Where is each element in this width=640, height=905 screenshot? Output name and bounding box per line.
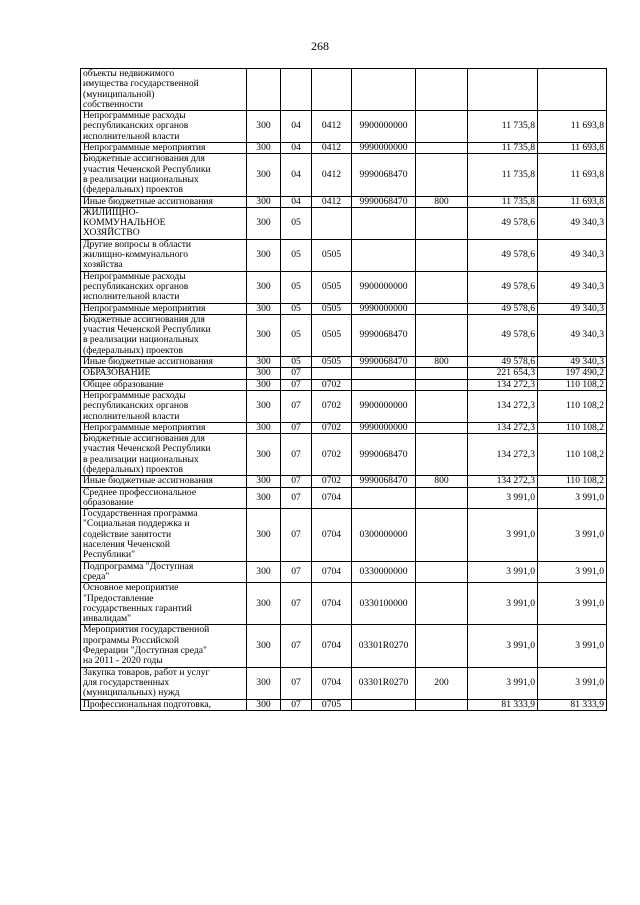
cell-subsection: 0702 xyxy=(312,390,352,422)
cell-expense-type xyxy=(416,271,468,303)
cell-expense-type: 800 xyxy=(416,476,468,487)
cell-subsection: 0505 xyxy=(312,303,352,314)
cell-amount-2: 49 340,3 xyxy=(538,314,607,356)
cell-section: 07 xyxy=(281,699,312,710)
cell-target-article: 9990068470 xyxy=(352,196,416,207)
cell-section: 05 xyxy=(281,357,312,368)
cell-name xyxy=(81,368,247,379)
table-row xyxy=(81,154,607,196)
cell-name xyxy=(81,196,247,207)
cell-target-article xyxy=(352,69,416,111)
cell-amount-2: 11 693,8 xyxy=(538,154,607,196)
table-row xyxy=(81,379,607,390)
cell-section: 07 xyxy=(281,583,312,625)
cell-amount-1: 3 991,0 xyxy=(468,509,538,561)
cell-amount-2: 110 108,2 xyxy=(538,434,607,476)
cell-section: 07 xyxy=(281,487,312,509)
cell-section: 04 xyxy=(281,143,312,154)
cell-subsection: 0702 xyxy=(312,434,352,476)
cell-name-line: Иные бюджетные ассигнования xyxy=(83,195,213,207)
cell-grbs: 300 xyxy=(247,154,281,196)
cell-section: 07 xyxy=(281,379,312,390)
cell-amount-1: 49 578,6 xyxy=(468,207,538,239)
cell-expense-type xyxy=(416,390,468,422)
cell-target-article: 03301R0270 xyxy=(352,625,416,667)
cell-name-line: Государственная программа xyxy=(83,508,198,520)
cell-grbs: 300 xyxy=(247,271,281,303)
cell-name-line: ХОЗЯЙСТВО xyxy=(83,227,140,239)
cell-amount-1: 11 735,8 xyxy=(468,154,538,196)
cell-expense-type xyxy=(416,487,468,509)
table-row xyxy=(81,143,607,154)
cell-name-line: республиканских органов xyxy=(83,120,189,132)
cell-grbs: 300 xyxy=(247,561,281,583)
cell-expense-type xyxy=(416,154,468,196)
cell-target-article: 9990000000 xyxy=(352,143,416,154)
cell-amount-2: 3 991,0 xyxy=(538,487,607,509)
cell-name-line: "Социальная поддержка и xyxy=(83,518,190,530)
cell-name xyxy=(81,509,247,561)
cell-subsection: 0704 xyxy=(312,583,352,625)
cell-amount-2: 49 340,3 xyxy=(538,239,607,271)
cell-grbs: 300 xyxy=(247,314,281,356)
cell-grbs: 300 xyxy=(247,368,281,379)
cell-expense-type: 800 xyxy=(416,196,468,207)
page-number: 268 xyxy=(311,39,329,53)
cell-subsection: 0702 xyxy=(312,422,352,433)
cell-name-line: в реализации национальных xyxy=(83,173,199,185)
cell-subsection: 0505 xyxy=(312,239,352,271)
cell-name-line: Республики" xyxy=(83,549,136,561)
cell-name xyxy=(81,625,247,667)
cell-amount-1: 49 578,6 xyxy=(468,239,538,271)
cell-name-line: в реализации национальных xyxy=(83,453,199,465)
table-row xyxy=(81,207,607,239)
cell-grbs: 300 xyxy=(247,476,281,487)
cell-name xyxy=(81,154,247,196)
cell-grbs: 300 xyxy=(247,583,281,625)
cell-name-line: Мероприятия государственной xyxy=(83,624,210,636)
cell-subsection: 0704 xyxy=(312,625,352,667)
cell-grbs: 300 xyxy=(247,625,281,667)
cell-expense-type xyxy=(416,111,468,143)
cell-amount-2 xyxy=(538,69,607,111)
table-row xyxy=(81,699,607,710)
table-row xyxy=(81,476,607,487)
cell-amount-1: 49 578,6 xyxy=(468,314,538,356)
table-row xyxy=(81,196,607,207)
cell-section: 04 xyxy=(281,154,312,196)
cell-subsection: 0505 xyxy=(312,314,352,356)
table-row xyxy=(81,239,607,271)
cell-section: 07 xyxy=(281,667,312,699)
cell-name-line: программы Российской xyxy=(83,634,179,646)
cell-expense-type xyxy=(416,699,468,710)
cell-target-article: 9990000000 xyxy=(352,303,416,314)
cell-name-line: республиканских органов xyxy=(83,400,189,412)
cell-expense-type xyxy=(416,625,468,667)
cell-name xyxy=(81,379,247,390)
cell-expense-type xyxy=(416,69,468,111)
cell-name-line: исполнительной власти xyxy=(83,291,180,303)
cell-grbs: 300 xyxy=(247,667,281,699)
cell-target-article: 0330100000 xyxy=(352,583,416,625)
cell-expense-type xyxy=(416,583,468,625)
cell-subsection: 0412 xyxy=(312,111,352,143)
cell-grbs xyxy=(247,69,281,111)
cell-expense-type xyxy=(416,314,468,356)
cell-target-article xyxy=(352,207,416,239)
table-row xyxy=(81,667,607,699)
cell-subsection: 0704 xyxy=(312,667,352,699)
cell-name-line: инвалидам" xyxy=(83,613,132,625)
cell-amount-1: 134 272,3 xyxy=(468,422,538,433)
cell-amount-2: 110 108,2 xyxy=(538,476,607,487)
cell-name-line: республиканских органов xyxy=(83,280,189,292)
cell-section: 05 xyxy=(281,239,312,271)
cell-grbs: 300 xyxy=(247,422,281,433)
cell-amount-2: 49 340,3 xyxy=(538,207,607,239)
cell-name-line: образование xyxy=(83,496,134,508)
cell-expense-type xyxy=(416,368,468,379)
cell-section: 07 xyxy=(281,509,312,561)
cell-subsection: 0412 xyxy=(312,196,352,207)
table-row xyxy=(81,422,607,433)
cell-name-line: в реализации национальных xyxy=(83,334,199,346)
cell-name xyxy=(81,699,247,710)
cell-grbs: 300 xyxy=(247,509,281,561)
cell-name-line: населения Чеченской xyxy=(83,539,170,551)
table-row xyxy=(81,314,607,356)
table-row xyxy=(81,434,607,476)
cell-name-line: (федеральных) проектов xyxy=(83,463,183,475)
cell-amount-2: 3 991,0 xyxy=(538,667,607,699)
cell-name-line: жилищно-коммунального xyxy=(83,249,188,261)
cell-expense-type xyxy=(416,207,468,239)
cell-amount-1: 134 272,3 xyxy=(468,379,538,390)
cell-name xyxy=(81,314,247,356)
table-row xyxy=(81,69,607,111)
cell-amount-2: 3 991,0 xyxy=(538,583,607,625)
cell-name-line: Федерации "Доступная среда" xyxy=(83,645,207,657)
cell-grbs: 300 xyxy=(247,303,281,314)
cell-target-article: 9990068470 xyxy=(352,434,416,476)
cell-amount-1: 3 991,0 xyxy=(468,583,538,625)
cell-name-line: участия Чеченской Республики xyxy=(83,324,211,336)
cell-amount-2: 110 108,2 xyxy=(538,422,607,433)
cell-amount-2: 3 991,0 xyxy=(538,625,607,667)
table-row xyxy=(81,625,607,667)
cell-grbs: 300 xyxy=(247,143,281,154)
cell-target-article: 9990068470 xyxy=(352,314,416,356)
cell-amount-2: 197 490,2 xyxy=(538,368,607,379)
table-row xyxy=(81,509,607,561)
cell-expense-type xyxy=(416,239,468,271)
cell-amount-1: 134 272,3 xyxy=(468,390,538,422)
cell-name-line: среда" xyxy=(83,570,110,582)
cell-name-line: ЖИЛИЩНО- xyxy=(83,206,139,218)
cell-name xyxy=(81,583,247,625)
cell-grbs: 300 xyxy=(247,239,281,271)
cell-target-article: 9990000000 xyxy=(352,422,416,433)
cell-target-article: 0300000000 xyxy=(352,509,416,561)
cell-name-line: Общее образование xyxy=(83,378,164,390)
cell-expense-type xyxy=(416,143,468,154)
cell-section: 05 xyxy=(281,271,312,303)
cell-name-line: Иные бюджетные ассигнования xyxy=(83,356,213,368)
cell-grbs: 300 xyxy=(247,357,281,368)
cell-section: 07 xyxy=(281,368,312,379)
cell-section: 05 xyxy=(281,303,312,314)
cell-name-line: исполнительной власти xyxy=(83,130,180,142)
cell-grbs: 300 xyxy=(247,487,281,509)
cell-name xyxy=(81,422,247,433)
cell-subsection: 0412 xyxy=(312,154,352,196)
cell-name-line: Основное мероприятие xyxy=(83,582,179,594)
cell-amount-2: 11 693,8 xyxy=(538,111,607,143)
cell-name-line: содействие занятости xyxy=(83,528,172,540)
table-row xyxy=(81,303,607,314)
cell-name-line: государственных гарантий xyxy=(83,602,192,614)
cell-expense-type xyxy=(416,434,468,476)
cell-amount-1: 134 272,3 xyxy=(468,434,538,476)
cell-name xyxy=(81,143,247,154)
cell-expense-type xyxy=(416,303,468,314)
cell-name-line: "Предоставление xyxy=(83,592,154,604)
table-row xyxy=(81,271,607,303)
cell-target-article xyxy=(352,239,416,271)
cell-subsection: 0704 xyxy=(312,509,352,561)
cell-grbs: 300 xyxy=(247,207,281,239)
cell-amount-2: 11 693,8 xyxy=(538,196,607,207)
table-row xyxy=(81,390,607,422)
cell-expense-type xyxy=(416,509,468,561)
cell-subsection: 0704 xyxy=(312,487,352,509)
table-row xyxy=(81,368,607,379)
cell-amount-2: 3 991,0 xyxy=(538,509,607,561)
cell-name-line: собственности xyxy=(83,98,144,110)
cell-expense-type xyxy=(416,561,468,583)
cell-amount-2: 49 340,3 xyxy=(538,303,607,314)
cell-expense-type xyxy=(416,379,468,390)
cell-name-line: Непрограммные мероприятия xyxy=(83,421,206,433)
cell-section: 05 xyxy=(281,314,312,356)
cell-name-line: Бюджетные ассигнования для xyxy=(83,313,205,325)
cell-name-line: Непрограммные расходы xyxy=(83,389,186,401)
cell-name-line: Непрограммные мероприятия xyxy=(83,142,206,154)
cell-subsection xyxy=(312,368,352,379)
cell-name-line: Другие вопросы в области xyxy=(83,238,192,250)
cell-target-article: 9900000000 xyxy=(352,271,416,303)
cell-name-line: объекты недвижимого xyxy=(83,68,175,79)
cell-target-article: 03301R0270 xyxy=(352,667,416,699)
cell-section: 07 xyxy=(281,390,312,422)
cell-name xyxy=(81,561,247,583)
cell-section: 07 xyxy=(281,422,312,433)
cell-name-line: для государственных xyxy=(83,676,170,688)
cell-amount-2: 49 340,3 xyxy=(538,271,607,303)
cell-target-article: 9990068470 xyxy=(352,357,416,368)
cell-name xyxy=(81,476,247,487)
table-row xyxy=(81,357,607,368)
cell-amount-1: 134 272,3 xyxy=(468,476,538,487)
cell-grbs: 300 xyxy=(247,379,281,390)
cell-amount-1: 221 654,3 xyxy=(468,368,538,379)
cell-section: 07 xyxy=(281,476,312,487)
cell-name-line: Бюджетные ассигнования для xyxy=(83,433,205,445)
cell-amount-1: 49 578,6 xyxy=(468,303,538,314)
cell-name xyxy=(81,390,247,422)
cell-name-line: на 2011 - 2020 годы xyxy=(83,655,163,667)
cell-amount-1: 11 735,8 xyxy=(468,143,538,154)
cell-name-line: Среднее профессиональное xyxy=(83,486,197,498)
cell-target-article: 9990068470 xyxy=(352,476,416,487)
cell-name xyxy=(81,207,247,239)
cell-grbs: 300 xyxy=(247,196,281,207)
cell-amount-1 xyxy=(468,69,538,111)
cell-subsection: 0704 xyxy=(312,561,352,583)
cell-name xyxy=(81,487,247,509)
cell-name-line: КОММУНАЛЬНОЕ xyxy=(83,217,166,229)
cell-amount-1: 49 578,6 xyxy=(468,357,538,368)
cell-grbs: 300 xyxy=(247,111,281,143)
cell-name-line: Непрограммные расходы xyxy=(83,270,186,282)
cell-amount-1: 11 735,8 xyxy=(468,111,538,143)
cell-name-line: (федеральных) проектов xyxy=(83,184,183,196)
cell-name-line: Профессиональная подготовка, xyxy=(83,698,211,710)
cell-name xyxy=(81,667,247,699)
cell-name-line: (федеральных) проектов xyxy=(83,344,183,356)
cell-target-article xyxy=(352,699,416,710)
cell-name-line: Непрограммные расходы xyxy=(83,110,186,122)
cell-amount-2: 110 108,2 xyxy=(538,390,607,422)
cell-subsection: 0505 xyxy=(312,357,352,368)
cell-target-article: 9990068470 xyxy=(352,154,416,196)
cell-grbs: 300 xyxy=(247,390,281,422)
cell-name-line: хозяйства xyxy=(83,259,123,271)
cell-name xyxy=(81,303,247,314)
cell-subsection: 0705 xyxy=(312,699,352,710)
cell-amount-1: 11 735,8 xyxy=(468,196,538,207)
cell-amount-1: 3 991,0 xyxy=(468,561,538,583)
table-row xyxy=(81,111,607,143)
cell-section: 05 xyxy=(281,207,312,239)
cell-subsection xyxy=(312,69,352,111)
cell-name-line: (муниципальных) нужд xyxy=(83,687,180,699)
cell-name-line: имущества государственной xyxy=(83,78,199,90)
cell-amount-1: 3 991,0 xyxy=(468,625,538,667)
cell-subsection: 0505 xyxy=(312,271,352,303)
cell-name xyxy=(81,69,247,111)
cell-name-line: участия Чеченской Республики xyxy=(83,443,211,455)
cell-name-line: исполнительной власти xyxy=(83,410,180,422)
cell-name xyxy=(81,357,247,368)
cell-section: 04 xyxy=(281,111,312,143)
cell-target-article: 0330000000 xyxy=(352,561,416,583)
cell-name-line: Бюджетные ассигнования для xyxy=(83,153,205,165)
cell-target-article xyxy=(352,379,416,390)
table-body xyxy=(81,69,607,711)
cell-section: 04 xyxy=(281,196,312,207)
cell-amount-1: 49 578,6 xyxy=(468,271,538,303)
cell-name-line: участия Чеченской Республики xyxy=(83,163,211,175)
cell-name-line: ОБРАЗОВАНИЕ xyxy=(83,367,151,379)
cell-amount-2: 49 340,3 xyxy=(538,357,607,368)
cell-expense-type xyxy=(416,422,468,433)
cell-name-line: (муниципальной) xyxy=(83,88,155,100)
cell-amount-1: 3 991,0 xyxy=(468,667,538,699)
cell-amount-2: 81 333,9 xyxy=(538,699,607,710)
cell-subsection: 0412 xyxy=(312,143,352,154)
cell-subsection xyxy=(312,207,352,239)
table-row xyxy=(81,561,607,583)
cell-subsection: 0702 xyxy=(312,379,352,390)
cell-target-article xyxy=(352,487,416,509)
cell-amount-2: 11 693,8 xyxy=(538,143,607,154)
cell-name-line: Подпрограмма "Доступная xyxy=(83,560,194,572)
cell-section xyxy=(281,69,312,111)
cell-name xyxy=(81,239,247,271)
cell-target-article: 9900000000 xyxy=(352,111,416,143)
cell-name xyxy=(81,111,247,143)
cell-amount-2: 3 991,0 xyxy=(538,561,607,583)
cell-section: 07 xyxy=(281,625,312,667)
budget-table xyxy=(80,68,607,711)
cell-name xyxy=(81,271,247,303)
cell-subsection: 0702 xyxy=(312,476,352,487)
cell-expense-type: 200 xyxy=(416,667,468,699)
cell-target-article xyxy=(352,368,416,379)
cell-name-line: Иные бюджетные ассигнования xyxy=(83,475,213,487)
cell-section: 07 xyxy=(281,434,312,476)
table-row xyxy=(81,583,607,625)
cell-expense-type: 800 xyxy=(416,357,468,368)
cell-name-line: Закупка товаров, работ и услуг xyxy=(83,666,210,678)
cell-amount-1: 3 991,0 xyxy=(468,487,538,509)
cell-grbs: 300 xyxy=(247,434,281,476)
cell-target-article: 9900000000 xyxy=(352,390,416,422)
cell-amount-1: 81 333,9 xyxy=(468,699,538,710)
cell-grbs: 300 xyxy=(247,699,281,710)
cell-name xyxy=(81,434,247,476)
cell-section: 07 xyxy=(281,561,312,583)
cell-name-line: Непрограммные мероприятия xyxy=(83,302,206,314)
cell-amount-2: 110 108,2 xyxy=(538,379,607,390)
table-row xyxy=(81,487,607,509)
